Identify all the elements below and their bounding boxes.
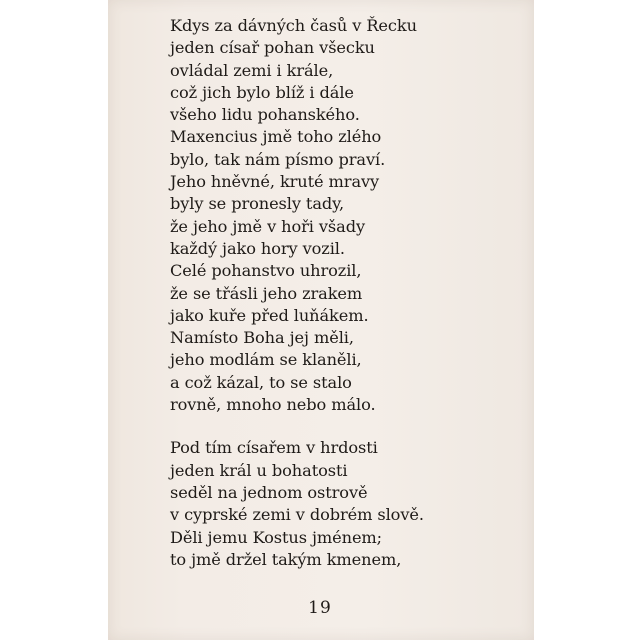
poem-line: Jeho hněvné, kruté mravy [170,172,380,192]
poem-line: Kdys za dávných časů v Řecku [170,16,417,35]
poem-text [170,15,424,571]
poem-line: že se třásli jeho zrakem [170,283,363,303]
page-number: 19 [308,598,332,618]
stanza-1 [170,15,424,416]
poem-line: jeho modlám se klaněli, [170,350,362,370]
poem-line: seděl na jednom ostrově [170,482,368,502]
poem-line: jeden král u bohatosti [170,460,348,480]
poem-line: jako kuře před luňákem. [170,305,369,325]
poem-line: což jich bylo blíž i dále [170,82,354,102]
poem-line: ovládal zemi i krále, [170,60,334,80]
poem-line: byly se pronesly tady, [170,194,345,214]
poem-line: v cyprské zemi v dobrém slově. [170,505,424,525]
poem-line: Celé pohanstvo uhrozil, [170,261,362,281]
poem-line: rovně, mnoho nebo málo. [170,395,376,415]
poem-line: každý jako hory vozil. [170,238,345,258]
poem-line: všeho lidu pohanského. [170,105,360,125]
poem-line: že jeho jmě v hoři všady [170,216,365,236]
poem-line: jeden císař pohan všecku [170,38,375,58]
poem-line: Maxencius jmě toho zlého [170,127,382,147]
poem-line: a což kázal, to se stalo [170,372,352,392]
poem-line: to jmě držel takým kmenem, [170,549,402,569]
poem-line: Namísto Boha jej měli, [170,328,354,348]
stanza-2 [170,437,424,571]
poem-line: Pod tím císařem v hrdosti [170,438,378,458]
poem-line: Děli jemu Kostus jménem; [170,527,383,547]
poem-line: bylo, tak nám písmo praví. [170,149,386,169]
